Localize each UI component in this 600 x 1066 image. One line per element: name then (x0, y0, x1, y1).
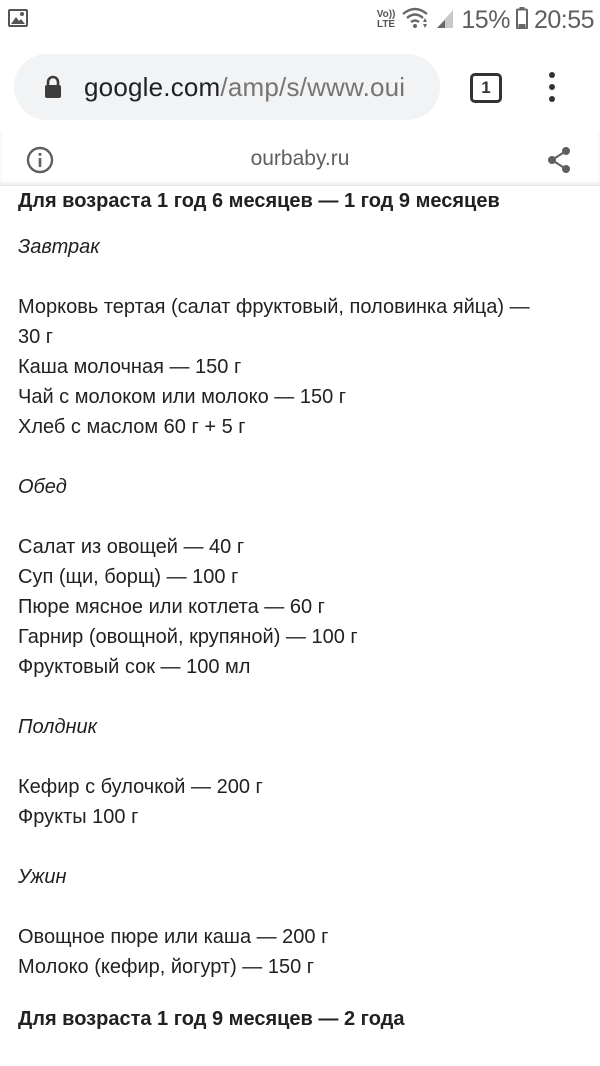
list-item: Фрукты 100 г (18, 806, 139, 828)
list-item: Хлеб с маслом 60 г + 5 г (18, 416, 246, 438)
section-heading: Для возраста 1 год 9 месяцев — 2 года (18, 1008, 405, 1030)
url-text[interactable] (84, 72, 405, 103)
list-item: 30 г (18, 326, 54, 348)
url-fade (410, 54, 440, 120)
amp-header-bar (0, 132, 600, 186)
address-bar[interactable] (14, 54, 440, 120)
status-icons (371, 4, 594, 36)
status-bar (0, 0, 600, 40)
list-item: Морковь тертая (салат фруктовый, половинка яйца) — (18, 296, 530, 318)
list-item: Овощное пюре или каша — 200 г (18, 926, 329, 948)
article-content (18, 186, 588, 1034)
amp-domain-label: ourbaby.ru (250, 147, 350, 170)
list-item: Гарнир (овощной, крупяной) — 100 г (18, 626, 358, 648)
wifi-icon (401, 7, 429, 34)
gallery-notification-icon (8, 9, 28, 32)
list-item: Молоко (кефир, йогурт) — 150 г (18, 956, 315, 978)
lock-icon[interactable] (44, 75, 62, 104)
list-item: Каша молочная — 150 г (18, 356, 242, 378)
list-item: Салат из овощей — 40 г (18, 536, 245, 558)
meal-title-breakfast: Завтрак (18, 236, 100, 258)
url-path: /amp/s/www.oui (220, 72, 406, 102)
list-item: Чай с молоком или молоко — 150 г (18, 386, 347, 408)
list-item: Пюре мясное или котлета — 60 г (18, 596, 325, 618)
battery-percent: 15% (461, 5, 510, 34)
battery-icon (516, 7, 528, 34)
meal-title-lunch: Обед (18, 476, 67, 498)
share-icon[interactable] (546, 146, 572, 179)
volte-icon: Vo)) LTE (376, 9, 396, 30)
clock: 20:55 (533, 5, 594, 34)
browser-toolbar (0, 40, 600, 132)
list-item: Кефир с булочкой — 200 г (18, 776, 263, 798)
list-item: Суп (щи, борщ) — 100 г (18, 566, 239, 588)
tab-switcher-button[interactable]: 1 (470, 73, 502, 103)
section-heading: Для возраста 1 год 6 месяцев — 1 год 9 месяцев (18, 190, 500, 212)
list-item: Фруктовый сок — 100 мл (18, 656, 251, 678)
meal-title-dinner: Ужин (18, 866, 67, 888)
more-menu-icon[interactable] (542, 72, 562, 106)
url-host: google.com (84, 72, 221, 102)
signal-icon (435, 7, 455, 34)
meal-title-snack: Полдник (18, 716, 98, 738)
